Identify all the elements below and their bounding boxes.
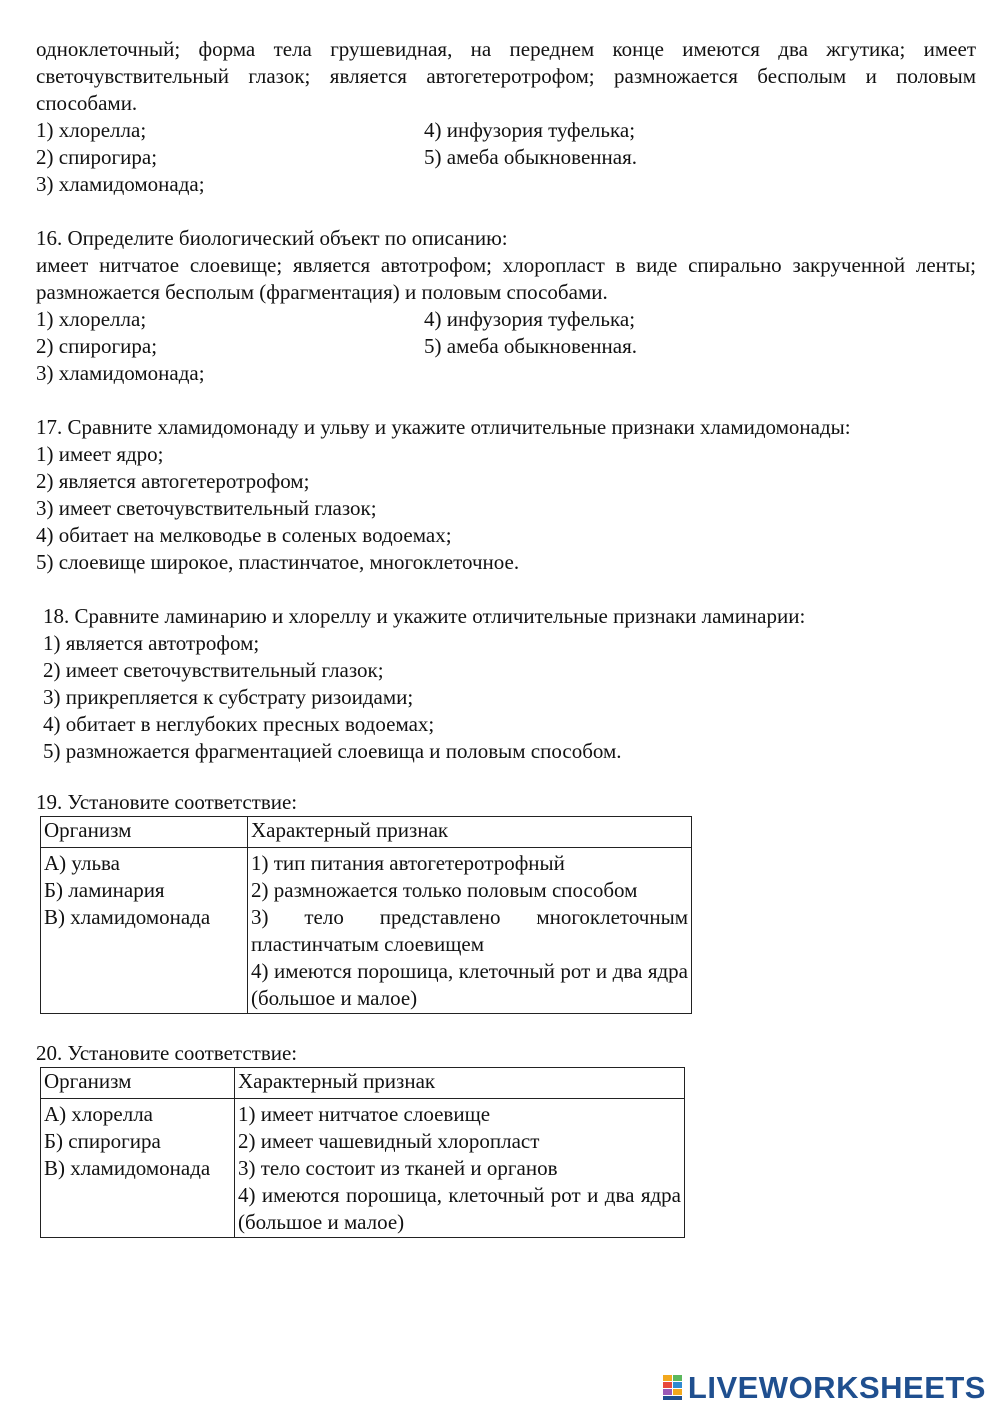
q15-option-3: 3) хламидомонада; <box>36 172 205 196</box>
q20-feature-2: 2) имеет чашевидный хлоропласт <box>238 1129 540 1153</box>
q15-option-5: 5) амеба обыкновенная. <box>424 145 637 169</box>
q16-option-3: 3) хламидомонада; <box>36 361 205 385</box>
q19-organism-a: А) ульва <box>44 851 121 875</box>
q19-feature-4: 4) имеются порошица, клеточный рот и два ядра (большое и малое) <box>251 959 688 1010</box>
q18-item-5: 5) размножается фрагментацией слоевища и половым способом. <box>43 739 622 763</box>
liveworksheets-logo-text: LIVEWORKSHEETS <box>687 1370 986 1405</box>
q18-item-1: 1) является автотрофом; <box>43 631 260 655</box>
q19-title: 19. Установите соответствие: <box>36 790 298 814</box>
q20-header-feature: Характерный признак <box>235 1068 685 1099</box>
q19-header-organism: Организм <box>41 817 248 848</box>
q20-title: 20. Установите соответствие: <box>36 1041 298 1065</box>
q20-organisms-cell <box>41 1099 235 1238</box>
q17-item-1: 1) имеет ядро; <box>36 442 164 466</box>
q17-item-3: 3) имеет светочувствительный глазок; <box>36 496 377 520</box>
q20-organism-b: Б) спирогира <box>44 1129 161 1153</box>
q16-options-row-1 <box>36 306 976 333</box>
q19-features-cell <box>248 848 692 1014</box>
q17-item-2: 2) является автогетеротрофом; <box>36 469 310 493</box>
q19-feature-3: 3) тело представлено многоклеточным пластинчатым слоевищем <box>251 905 688 956</box>
q20-organism-c: В) хламидомонада <box>44 1156 211 1180</box>
q17-item-5: 5) слоевище широкое, пластинчатое, многоклеточное. <box>36 550 520 574</box>
q19-match-table <box>40 816 692 1014</box>
q17-item-4: 4) обитает на мелководье в соленых водоемах; <box>36 523 452 547</box>
liveworksheets-logo-icon <box>663 1375 685 1401</box>
q20-feature-3: 3) тело состоит из тканей и органов <box>238 1156 558 1180</box>
q15-option-2: 2) спирогира; <box>36 145 158 169</box>
q16-options-row-2 <box>36 333 976 360</box>
liveworksheets-logo[interactable] <box>663 1372 986 1404</box>
q19-header-feature: Характерный признак <box>248 817 692 848</box>
q16-option-4: 4) инфузория туфелька; <box>424 307 636 331</box>
q15-option-1: 1) хлорелла; <box>36 118 147 142</box>
q19-organism-b: Б) ламинария <box>44 878 165 902</box>
q18-item-4: 4) обитает в неглубоких пресных водоемах; <box>43 712 435 736</box>
q15-description: одноклеточный; форма тела грушевидная, на переднем конце имеются два жгутика; имеет светочувствительный глазок; является автогетеротрофом; размножается бесполым и половым способами. <box>36 37 976 115</box>
q19-organisms-cell <box>41 848 248 1014</box>
q18-item-2: 2) имеет светочувствительный глазок; <box>43 658 384 682</box>
q15-options-row-2 <box>36 144 976 171</box>
q19-organism-c: В) хламидомонада <box>44 905 211 929</box>
worksheet-page <box>36 36 976 1238</box>
q19-feature-1: 1) тип питания автогетеротрофный <box>251 851 565 875</box>
q20-organism-a: А) хлорелла <box>44 1102 153 1126</box>
q20-feature-1: 1) имеет нитчатое слоевище <box>238 1102 491 1126</box>
q20-header-organism: Организм <box>41 1068 235 1099</box>
q16-option-2: 2) спирогира; <box>36 334 158 358</box>
q20-match-table <box>40 1067 685 1238</box>
q19-table-header-row <box>41 817 692 848</box>
q16-title: 16. Определите биологический объект по описанию: <box>36 226 508 250</box>
q20-features-cell <box>235 1099 685 1238</box>
q19-feature-2: 2) размножается только половым способом <box>251 878 638 902</box>
q20-feature-4: 4) имеются порошица, клеточный рот и два ядра (большое и малое) <box>238 1183 681 1234</box>
q20-table-body-row <box>41 1099 685 1238</box>
q15-option-4: 4) инфузория туфелька; <box>424 118 636 142</box>
q17-title: 17. Сравните хламидомонаду и ульву и укажите отличительные признаки хламидомонады: <box>36 415 851 439</box>
q20-table-header-row <box>41 1068 685 1099</box>
q16-option-5: 5) амеба обыкновенная. <box>424 334 637 358</box>
q18-item-3: 3) прикрепляется к субстрату ризоидами; <box>43 685 414 709</box>
q16-option-1: 1) хлорелла; <box>36 307 147 331</box>
q16-description: имеет нитчатое слоевище; является автотрофом; хлоропласт в виде спирально закрученной ленты; размножается бесполым (фрагментация) и половым способами. <box>36 253 976 304</box>
q19-table-body-row <box>41 848 692 1014</box>
q18-title: 18. Сравните ламинарию и хлореллу и укажите отличительные признаки ламинарии: <box>43 604 806 628</box>
q15-options-row-1 <box>36 117 976 144</box>
